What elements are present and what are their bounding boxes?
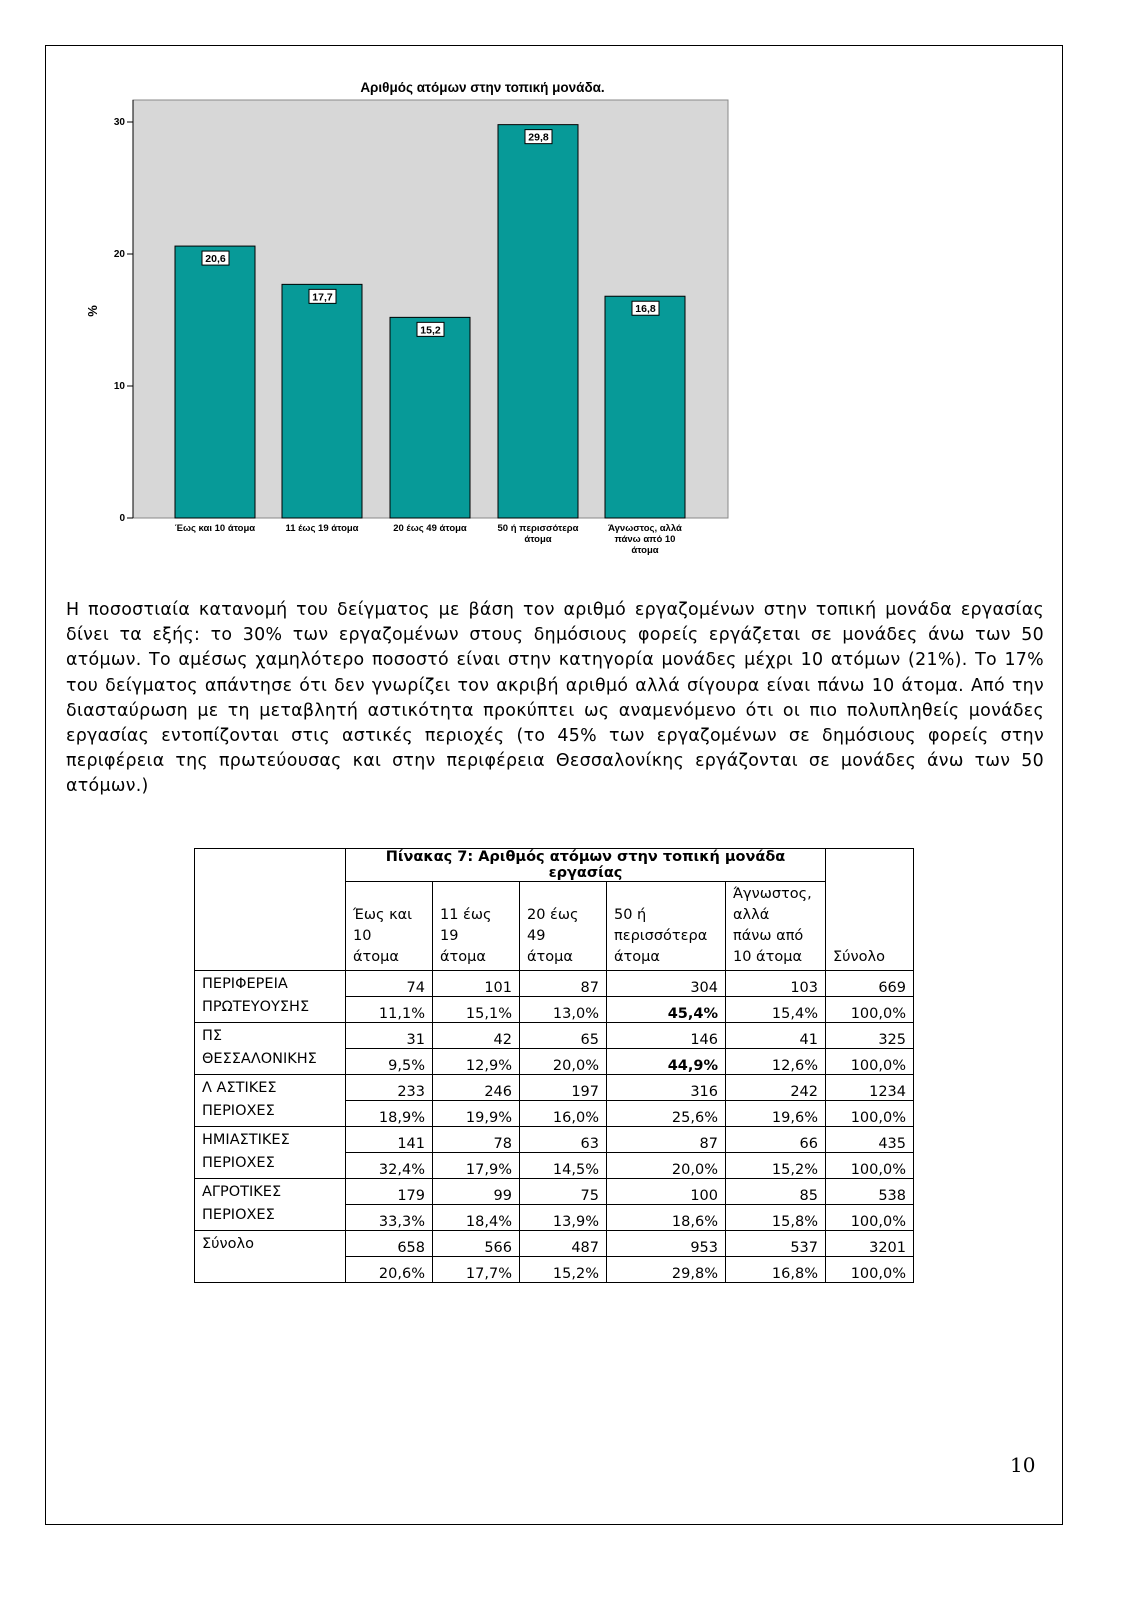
count-cell: 316 [607,1075,726,1101]
x-tick-label: 11 έως 19 άτομα [285,523,359,534]
x-tick-label: 20 έως 49 άτομα [393,523,467,534]
count-cell: 63 [520,1127,607,1153]
count-cell: 566 [433,1231,520,1257]
y-tick-label: 0 [119,513,125,524]
percent-cell: 100,0% [826,1205,914,1231]
table-title-row [195,849,914,882]
percent-cell: 16,8% [726,1257,826,1283]
percent-cell: 12,9% [433,1049,520,1075]
percent-cell: 100,0% [826,1153,914,1179]
percent-cell: 19,9% [433,1101,520,1127]
count-cell: 242 [726,1075,826,1101]
data-label: 15,2 [420,324,441,337]
y-tick-label: 20 [113,249,125,260]
count-cell: 246 [433,1075,520,1101]
count-cell: 179 [346,1179,433,1205]
table-row [195,1075,914,1101]
count-cell: 141 [346,1127,433,1153]
count-cell: 325 [826,1023,914,1049]
percent-cell: 33,3% [346,1205,433,1231]
data-label: 29,8 [528,131,549,144]
data-table [194,848,914,1283]
percent-cell: 20,0% [520,1049,607,1075]
x-tick-label: άτομα [524,534,552,545]
percent-cell: 18,9% [346,1101,433,1127]
percent-cell: 100,0% [826,1257,914,1283]
percent-cell: 20,0% [607,1153,726,1179]
data-label: 16,8 [635,303,656,316]
y-axis-label: % [85,305,100,317]
count-cell: 487 [520,1231,607,1257]
count-cell: 197 [520,1075,607,1101]
column-header: 50 ή περισσότερα άτομα [607,882,726,971]
percent-cell: 18,4% [433,1205,520,1231]
count-cell: 66 [726,1127,826,1153]
count-cell: 146 [607,1023,726,1049]
percent-cell: 100,0% [826,1049,914,1075]
count-cell: 41 [726,1023,826,1049]
count-cell: 1234 [826,1075,914,1101]
count-cell: 87 [520,971,607,997]
count-cell: 42 [433,1023,520,1049]
count-cell: 78 [433,1127,520,1153]
percent-cell: 17,9% [433,1153,520,1179]
percent-cell: 44,9% [607,1049,726,1075]
count-cell: 435 [826,1127,914,1153]
percent-cell: 16,0% [520,1101,607,1127]
chart-title: Αριθμός ατόμων στην τοπική μονάδα. [360,80,605,95]
table-row [195,971,914,997]
count-cell: 87 [607,1127,726,1153]
count-cell: 101 [433,971,520,997]
percent-cell: 29,8% [607,1257,726,1283]
row-label: Σύνολο [195,1231,346,1283]
percent-cell: 45,4% [607,997,726,1023]
row-label: Λ ΑΣΤΙΚΕΣ ΠΕΡΙΟΧΕΣ [195,1075,346,1127]
column-header: Έως και 10 άτομα [346,882,433,971]
percent-cell: 13,0% [520,997,607,1023]
column-header: 11 έως 19 άτομα [433,882,520,971]
percent-cell: 18,6% [607,1205,726,1231]
percent-cell: 17,7% [433,1257,520,1283]
chart-svg [80,78,780,578]
table-corner-cell [195,849,346,971]
percent-cell: 15,1% [433,997,520,1023]
bar [282,284,362,518]
count-cell: 538 [826,1179,914,1205]
percent-cell: 15,2% [726,1153,826,1179]
table-body [195,849,914,1283]
x-tick-label: Έως και 10 άτομα [174,523,256,534]
count-cell: 953 [607,1231,726,1257]
count-cell: 304 [607,971,726,997]
x-tick-label: Άγνωστος, αλλά [608,523,682,534]
percent-cell: 15,8% [726,1205,826,1231]
page-number: 10 [1010,1453,1036,1477]
percent-cell: 9,5% [346,1049,433,1075]
y-tick-label: 30 [113,117,125,128]
bar [605,296,685,518]
percent-cell: 14,5% [520,1153,607,1179]
x-tick-label: άτομα [631,545,659,556]
row-label: ΠΣ ΘΕΣΣΑΛΟΝΙΚΗΣ [195,1023,346,1075]
body-paragraph: Η ποσοστιαία κατανομή του δείγματος με βάση τον αριθμό εργαζομένων στην τοπική μονάδα εργασίας δίνει τα εξής: το 30% των εργαζομένων στους δημόσιους φορείς εργάζεται σε μονάδες άνω των 50 ατόμων. Το αμέσως χαμηλότερο ποσοστό είναι στην κατηγορία μονάδες μέχρι 10 ατόμων (21%). Το 17% του δείγματος απάντησε ότι δεν γνωρίζει τον ακριβή αριθμό αλλά σίγουρα είναι πάνω 10 άτομα. Από την διασταύρωση με τη μεταβλητή αστικότητα προκύπτει ως αναμενόμενο ότι οι πιο πολυπληθείς μονάδες εργασίας εντοπίζονται στις αστικές περιοχές (το 45% των εργαζομένων σε δημόσιους φορείς στην περιφέρεια της πρωτεύουσας και στην περιφέρεια Θεσσαλονίκης εργάζονται σε μονάδες άνω των 50 ατόμων.) [66,600,1044,797]
percent-cell: 15,4% [726,997,826,1023]
percent-cell: 19,6% [726,1101,826,1127]
data-label: 17,7 [312,291,333,304]
table-row [195,1127,914,1153]
table-row [195,1179,914,1205]
table-row [195,1231,914,1257]
count-cell: 537 [726,1231,826,1257]
percent-cell: 25,6% [607,1101,726,1127]
count-cell: 85 [726,1179,826,1205]
column-header: Άγνωστος, αλλά πάνω από 10 άτομα [726,882,826,971]
count-cell: 658 [346,1231,433,1257]
row-label: ΗΜΙΑΣΤΙΚΕΣ ΠΕΡΙΟΧΕΣ [195,1127,346,1179]
percent-cell: 100,0% [826,1101,914,1127]
count-cell: 65 [520,1023,607,1049]
percent-cell: 11,1% [346,997,433,1023]
table-title: Πίνακας 7: Αριθμός ατόμων στην τοπική μονάδα εργασίας [346,849,826,882]
y-tick-label: 10 [113,381,125,392]
column-header-total: Σύνολο [826,849,914,971]
count-cell: 3201 [826,1231,914,1257]
percent-cell: 13,9% [520,1205,607,1231]
percent-cell: 20,6% [346,1257,433,1283]
percent-cell: 12,6% [726,1049,826,1075]
count-cell: 75 [520,1179,607,1205]
bar [498,125,578,518]
row-label: ΠΕΡΙΦΕΡΕΙΑ ΠΡΩΤΕΥΟΥΣΗΣ [195,971,346,1023]
column-header: 20 έως 49 άτομα [520,882,607,971]
bar [175,246,255,518]
percent-cell: 32,4% [346,1153,433,1179]
data-label: 20,6 [205,253,226,266]
percent-cell: 100,0% [826,997,914,1023]
count-cell: 100 [607,1179,726,1205]
x-tick-label: 50 ή περισσότερα [497,523,579,534]
table-row [195,1023,914,1049]
bar [390,317,470,518]
x-tick-label: πάνω από 10 [614,534,676,545]
count-cell: 233 [346,1075,433,1101]
percent-cell: 15,2% [520,1257,607,1283]
count-cell: 103 [726,971,826,997]
count-cell: 99 [433,1179,520,1205]
count-cell: 31 [346,1023,433,1049]
count-cell: 74 [346,971,433,997]
bar-chart [80,78,740,573]
row-label: ΑΓΡΟΤΙΚΕΣ ΠΕΡΙΟΧΕΣ [195,1179,346,1231]
count-cell: 669 [826,971,914,997]
